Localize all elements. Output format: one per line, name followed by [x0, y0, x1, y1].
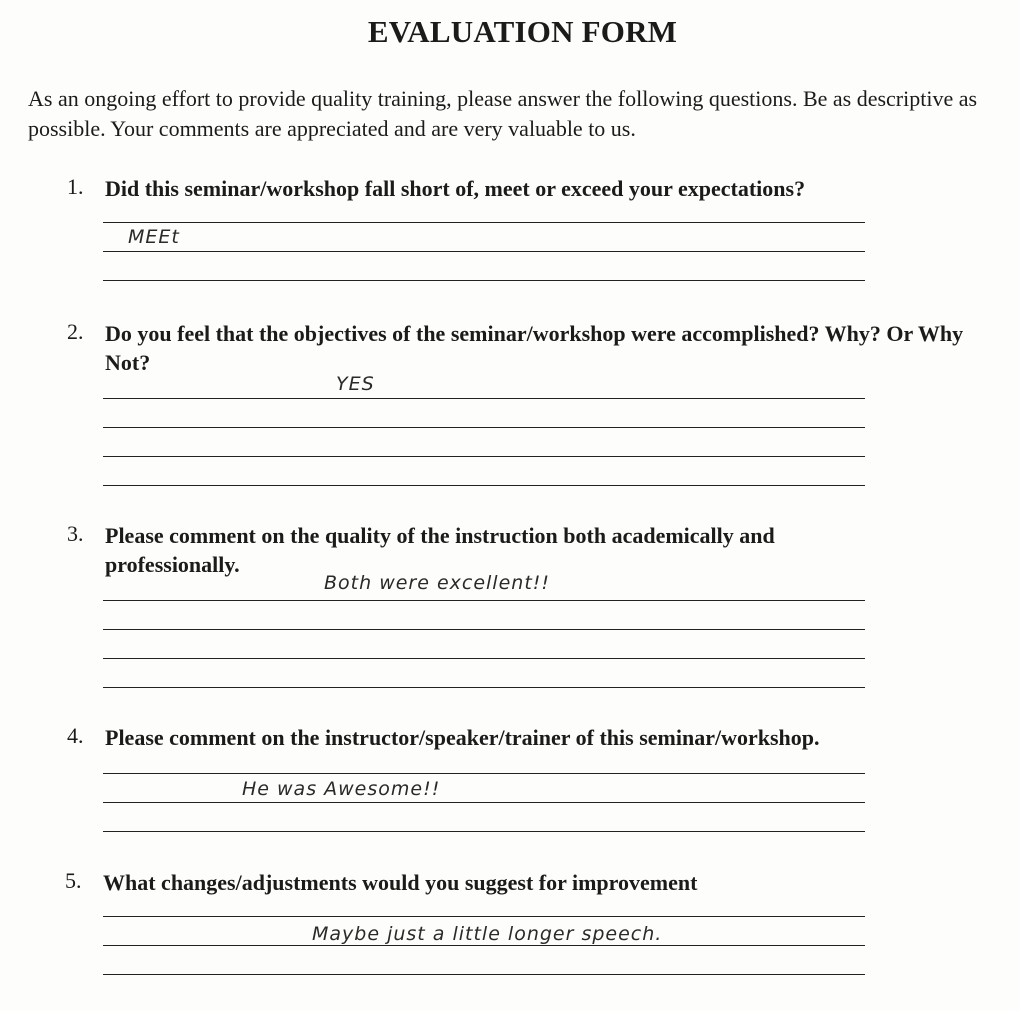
handwritten-answer: Maybe just a little longer speech.: [312, 923, 663, 945]
question-text: What changes/adjustments would you suggest for improvement: [103, 870, 698, 895]
question-text: Did this seminar/workshop fall short of, meet or exceed your expectations?: [105, 176, 806, 201]
answer-line[interactable]: [103, 398, 865, 399]
answer-line[interactable]: [103, 222, 865, 223]
answer-line[interactable]: [103, 427, 865, 428]
answer-line[interactable]: [103, 945, 865, 946]
question-number: 1.: [67, 174, 84, 199]
handwritten-answer: YES: [336, 373, 375, 395]
answer-line[interactable]: [103, 251, 865, 252]
question-text: Please comment on the instructor/speaker/trainer of this seminar/workshop.: [105, 725, 820, 750]
answer-line[interactable]: [103, 687, 865, 688]
answer-line[interactable]: [103, 974, 865, 975]
handwritten-answer: He was Awesome!!: [242, 778, 441, 800]
question-number: 3.: [67, 521, 84, 546]
answer-line[interactable]: [103, 773, 865, 774]
question-text: Please comment on the quality of the instruction both academically and professionally.: [105, 523, 775, 577]
handwritten-answer: Both were excellent!!: [324, 572, 551, 594]
form-intro: As an ongoing effort to provide quality training, please answer the following questions. Be as descriptive as possible. Your comments are appreciated and are very valuable to us.: [28, 86, 978, 141]
answer-line[interactable]: [103, 456, 865, 457]
form-title: EVALUATION FORM: [367, 14, 678, 49]
answer-line[interactable]: [103, 629, 865, 630]
answer-line[interactable]: [103, 831, 865, 832]
answer-line[interactable]: [103, 658, 865, 659]
question-number: 5.: [65, 868, 82, 893]
answer-line[interactable]: [103, 916, 865, 917]
question-number: 2.: [67, 319, 84, 344]
answer-line[interactable]: [103, 802, 865, 803]
answer-line[interactable]: [103, 600, 865, 601]
answer-line[interactable]: [103, 280, 865, 281]
handwritten-answer: MEEt: [128, 226, 180, 248]
answer-line[interactable]: [103, 485, 865, 486]
question-number: 4.: [67, 723, 84, 748]
question-text: Do you feel that the objectives of the seminar/workshop were accomplished? Why? Or Why Not?: [105, 321, 964, 375]
